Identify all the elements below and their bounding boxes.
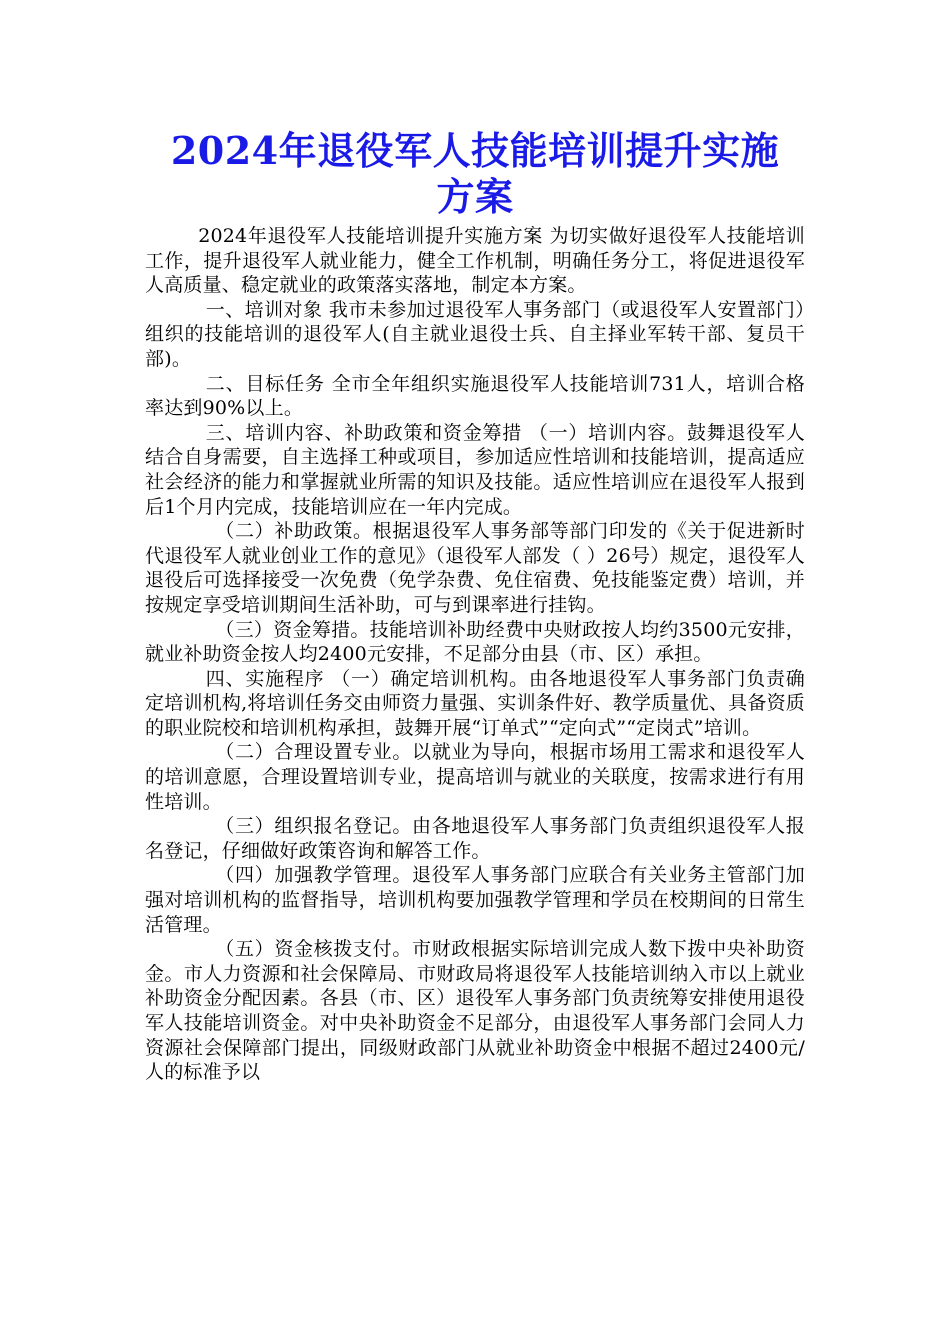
paragraph-section-3-2: （二）补助政策。根据退役军人事务部等部门印发的《关于促进新时代退役军人就业创业工作的意见》（退役军人部发（ ）26号）规定，退役军人退役后可选择接受一次免费（免学杂费、免住宿费、免技能鉴定费）培训，并按规定享受培训期间生活补助，可与到课率进行挂钩。 [145,520,805,616]
document-page [145,128,805,1085]
paragraph-section-4-4: （四）加强教学管理。退役军人事务部门应联合有关业务主管部门加强对培训机构的监督指导，培训机构要加强教学管理和学员在校期间的日常生活管理。 [145,864,805,936]
paragraph-section-4-5: （五）资金核拨支付。市财政根据实际培训完成人数下拨中央补助资金。市人力资源和社会保障局、市财政局将退役军人技能培训纳入市以上就业补助资金分配因素。各县（市、区）退役军人事务部门负责统筹安排使用退役军人技能培训资金。对中央补助资金不足部分，由退役军人事务部门会同人力资源社会保障部门提出，同级财政部门从就业补助资金中根据不超过2400元/人的标准予以 [145,938,805,1084]
paragraph-section-4-2: （二）合理设置专业。以就业为导向，根据市场用工需求和退役军人的培训意愿，合理设置培训专业，提高培训与就业的关联度，按需求进行有用性培训。 [145,741,805,813]
paragraph-intro: 2024年退役军人技能培训提升实施方案 为切实做好退役军人技能培训工作，提升退役军人就业能力，健全工作机制，明确任务分工，将促进退役军人高质量、稳定就业的政策落实落地，制定本方案。 [145,225,805,297]
paragraph-section-3: 三、培训内容、补助政策和资金筹措 （一）培训内容。鼓舞退役军人结合自身需要，自主选择工种或项目，参加适应性培训和技能培训，提高适应社会经济的能力和掌握就业所需的知识及技能。适应性培训应在退役军人报到后1个月内完成，技能培训应在一年内完成。 [145,421,805,518]
title-line-2: 方案 [436,174,514,219]
paragraph-section-2: 二、目标任务 全市全年组织实施退役军人技能培训731人，培训合格率达到90%以上。 [145,372,805,420]
paragraph-section-1: 一、培训对象 我市未参加过退役军人事务部门（或退役军人安置部门）组织的技能培训的退役军人(自主就业退役士兵、自主择业军转干部、复员干部)。 [145,298,805,370]
document-body [145,224,805,1085]
paragraph-section-4: 四、实施程序 （一）确定培训机构。由各地退役军人事务部门负责确定培训机构,将培训任务交由师资力量强、实训条件好、教学质量优、具备资质的职业院校和培训机构承担，鼓舞开展“订单式”“定向式”“定岗式”培训。 [145,667,805,739]
paragraph-section-4-3: （三）组织报名登记。由各地退役军人事务部门负责组织退役军人报名登记，仔细做好政策咨询和解答工作。 [145,815,805,862]
document-title [145,128,805,220]
paragraph-section-3-3: （三）资金筹措。技能培训补助经费中央财政按人均约3500元安排，就业补助资金按人均2400元安排，不足部分由县（市、区）承担。 [145,618,805,666]
title-line-1: 2024年退役军人技能培训提升实施 [170,128,780,173]
